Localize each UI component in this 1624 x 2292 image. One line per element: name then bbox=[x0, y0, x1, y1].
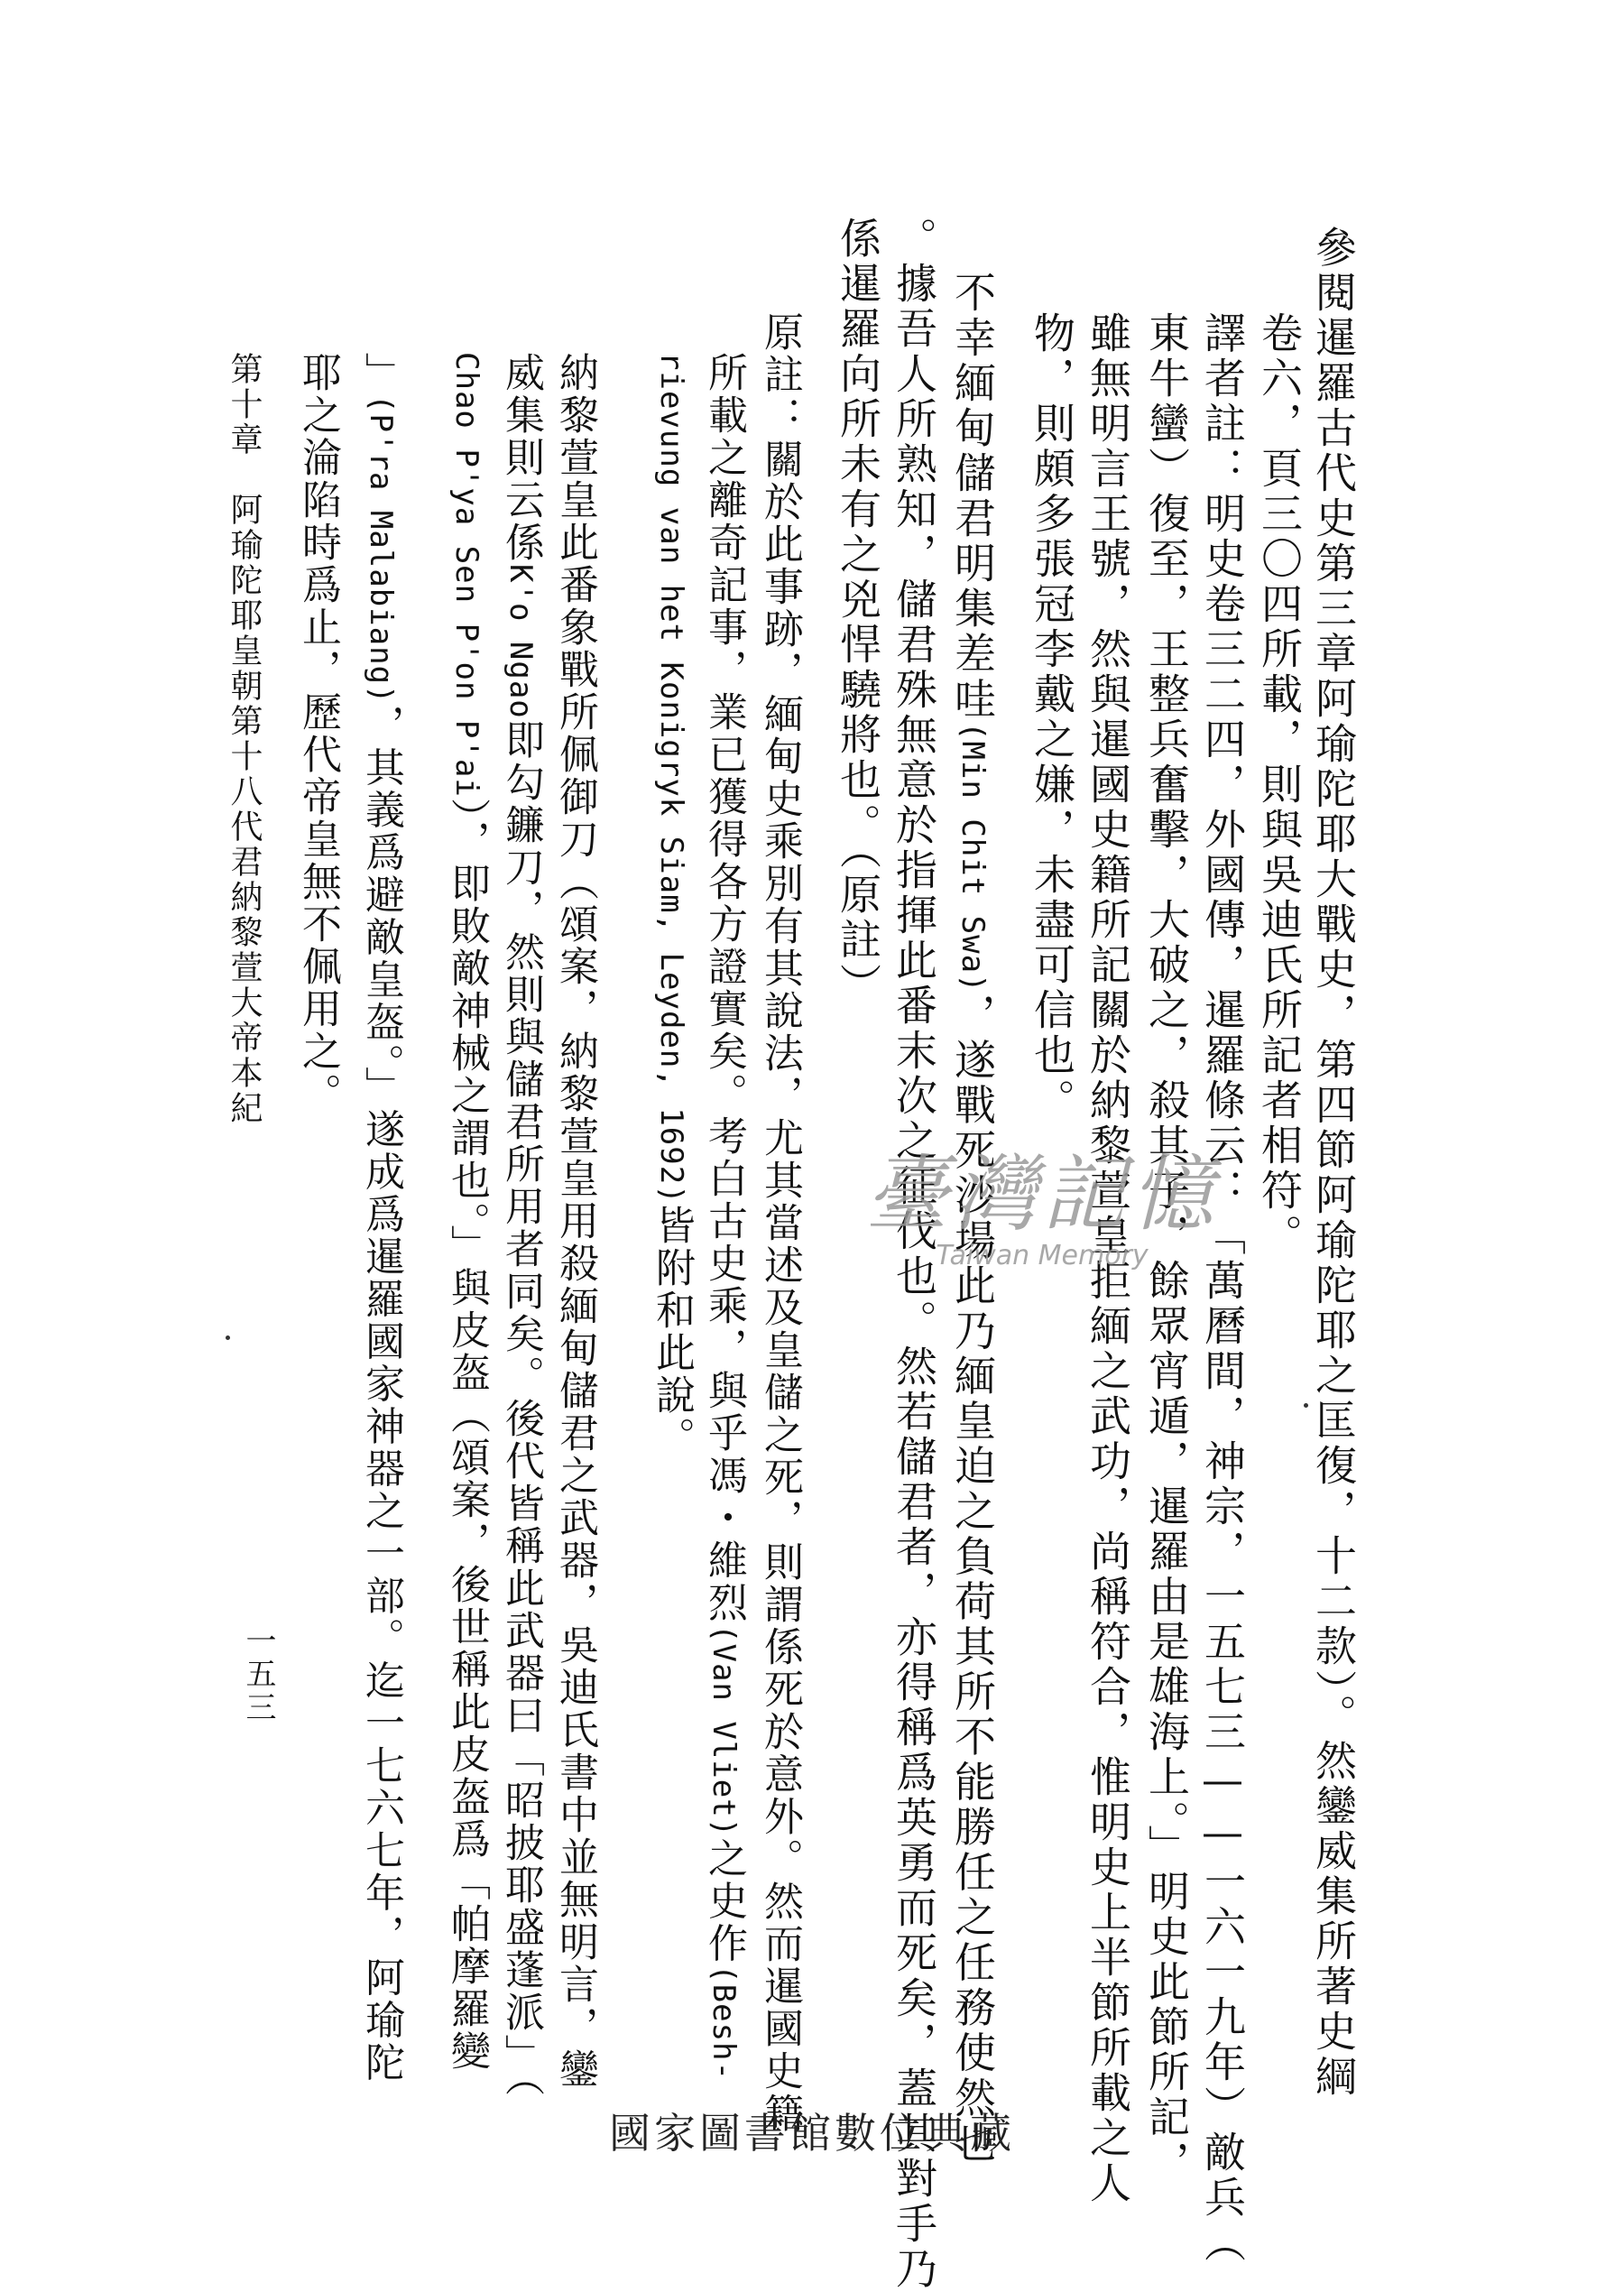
column-text: ，其義爲避敵皇盔。」遂成爲暹羅國家神器之一部。迄一七六七年，阿瑜陀 bbox=[358, 704, 404, 2084]
page-number: 一五三 bbox=[240, 1624, 276, 1724]
text-column-3 bbox=[1198, 311, 1247, 2266]
text-column-2 bbox=[1255, 311, 1304, 1259]
scan-speck bbox=[226, 1335, 230, 1340]
text-column-1 bbox=[1309, 226, 1358, 2100]
romanized-name: (Van Vliet) bbox=[706, 1624, 742, 1838]
column-text: 。據吾人所熟知，儲君殊無意於指揮此番末次之征伐也。然若儲君者，亦得稱爲英勇而死矣，蓋其對手乃 bbox=[890, 217, 938, 2292]
column-text: 卷六，頁三〇四所載，則與吳迪氏所記者相符。 bbox=[1255, 311, 1304, 1259]
column-text: 雖無明言王號，然與暹國史籍所記關於納黎萱皇拒緬之武功，尚稱符合，惟明史上半節所載之人 bbox=[1084, 311, 1132, 2206]
column-text: 原註：關於此事跡，緬甸史乘別有其說法，尤其當述及皇儲之死，則謂係死於意外。然而暹國史籍 bbox=[757, 311, 803, 2135]
watermark-chinese: 臺灣記憶 bbox=[864, 1146, 1219, 1243]
column-text: 耶之淪陷時爲止，歷代帝皇無不佩用之。 bbox=[295, 352, 341, 1115]
romanized-name: (P'ra Malabiang) bbox=[363, 394, 399, 705]
column-text: 不幸緬甸儲君明集差哇 bbox=[948, 271, 997, 722]
text-column-15 bbox=[444, 352, 490, 2073]
text-column-12 bbox=[649, 352, 695, 1459]
column-text: 係暹羅向所未有之兇悍驍將也。（原註） bbox=[834, 217, 882, 1008]
romanized-name: (Besh- bbox=[706, 1964, 742, 2081]
text-column-13 bbox=[552, 352, 598, 2091]
romanized-citation: rievung van het Konigryk Siam, Leyden, 1692) bbox=[653, 352, 689, 1205]
text-column-9 bbox=[834, 217, 882, 1008]
column-text: 東牛蠻）復至，王整兵奮擊，大破之，殺其子，餘眾宵遁，暹羅由是雄海上。」明史此節所記， bbox=[1142, 311, 1191, 2186]
text-column-17 bbox=[295, 352, 341, 1115]
column-text: 所載之離奇記事，業已獲得各方證實矣。考白古史乘，與乎馮・維烈 bbox=[701, 352, 747, 1624]
library-stamp: 國家圖書館數位典藏 bbox=[609, 2109, 1015, 2158]
column-text: 譯者註：明史卷三二四，外國傳，暹羅條云：「萬曆間，神宗，一五七三——一六一九年）敵兵（ bbox=[1198, 311, 1247, 2266]
column-text: 」 bbox=[358, 352, 404, 394]
column-text: ），即敗敵神械之謂也。」與皮盔（頌案，後世稱此皮盔爲「帕摩羅變 bbox=[444, 797, 490, 2073]
romanized-name: Chao P'ya Sen P'on P'ai bbox=[448, 352, 484, 798]
text-column-6 bbox=[1028, 311, 1076, 1123]
column-text: 物，則頗多張冠李戴之嫌，未盡可信也。 bbox=[1028, 311, 1076, 1123]
column-text: 參閱暹羅古代史第三章阿瑜陀耶大戰史，第四節阿瑜陀耶之匡復，十二款）。然鑾威集所著史綱 bbox=[1309, 226, 1358, 2100]
column-text: 皆附和此說。 bbox=[649, 1204, 695, 1459]
column-text: 威集則云係 bbox=[498, 352, 544, 564]
column-text: 納黎萱皇此番象戰所佩御刀（頌案，納黎萱皇用殺緬甸儲君之武器，吳迪氏書中並無明言，鑾 bbox=[552, 352, 598, 2091]
watermark-english: Taiwan Memory bbox=[936, 1240, 1149, 1271]
text-column-11 bbox=[701, 352, 747, 2081]
column-text: 之史作 bbox=[701, 1837, 747, 1965]
running-footer-chapter: 第十章 阿瑜陀耶皇朝第十八代君納黎萱大帝本紀 bbox=[226, 352, 263, 1126]
scan-speck bbox=[1304, 1403, 1308, 1408]
text-column-14 bbox=[498, 352, 544, 2099]
romanized-name: K'o Ngao bbox=[503, 564, 539, 719]
column-text: 即勾鐮刀，然則與儲君所用者同矣。後代皆稱此武器曰「昭披耶盛蓬派」（ bbox=[498, 718, 544, 2099]
text-column-10 bbox=[757, 311, 803, 2135]
taiwan-memory-watermark bbox=[835, 1128, 1250, 1271]
column-text: ，遂戰死沙場此乃緬皇迫之負荷其所不能勝任之任務使然也 bbox=[948, 993, 997, 2167]
romanized-name: (Min Chit Swa) bbox=[955, 722, 991, 994]
text-column-16 bbox=[358, 352, 404, 2084]
